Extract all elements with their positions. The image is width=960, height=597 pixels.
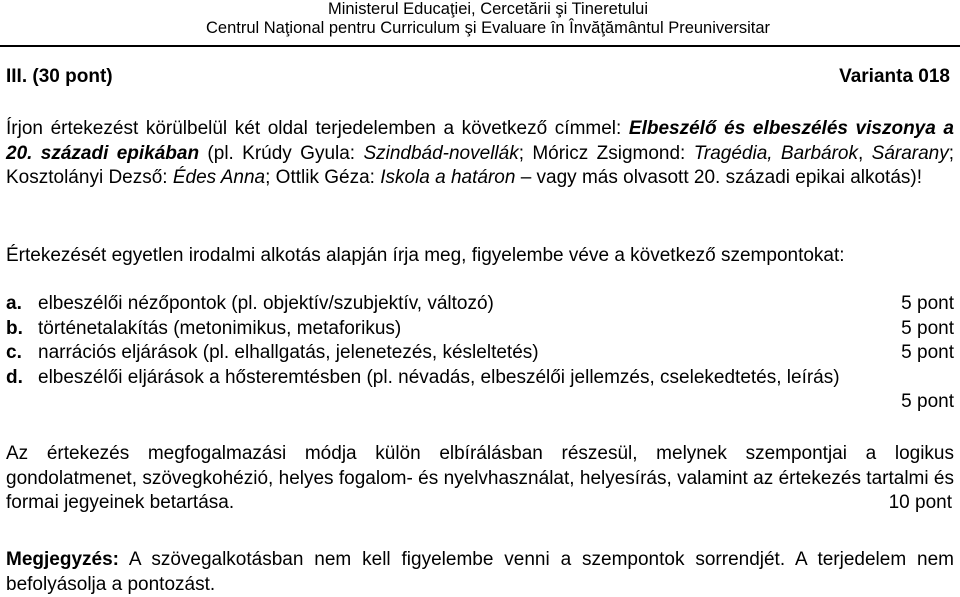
scoring-paragraph: Az értekezés megfogalmazási módja külön elbírálásban részesül, melynek szempontjai a logikus gondolatmenet, szövegkohézió, helyes fogalom- és nyelvhasználat, helyesírás, valamint az értekezés tartalmi és formai jegyeinek betartása. (6, 443, 954, 513)
essay-title: Elbeszélő és elbeszélés viszonya a 20. századi epikában (6, 118, 954, 164)
instructions: Értekezését egyetlen irodalmi alkotás alapján írja meg, figyelembe véve a következő szempontokat: (6, 245, 845, 266)
criterion-d: d. elbeszélői eljárások a hősteremtésben (pl. névadás, elbeszélői jellemzés, cselekedtetés, leírás) 5 pont (6, 366, 954, 412)
note-label: Megjegyzés: (6, 549, 119, 570)
header-divider (0, 45, 960, 47)
ministry-name: Ministerul Educaţiei, Cercetării şi Tineretului (327, 0, 649, 18)
criteria-list (6, 292, 954, 412)
center-name: Centrul Naţional pentru Curriculum şi Evaluare în Învăţământul Preuniversitar (205, 19, 770, 37)
task-prompt: Írjon értekezést körülbelül két oldal terjedelemben a következő címmel: Elbeszélő és elbeszélés viszonya a 20. századi epikában (pl. Krúdy Gyula: Szindbád-novellák; Móricz Zsigmond: Tragédia, Barbárok, Sárarany; Kosztolányi Dezső: Édes Anna; Ottlik Géza: Iskola a határon – vagy más olvasott 20. századi epikai alkotás)! (6, 118, 955, 188)
criterion-a: a. elbeszélői nézőpontok (pl. objektív/szubjektív, változó) 5 pont (6, 293, 954, 314)
scoring-points: 10 pont (888, 492, 952, 513)
page-header (188, 0, 788, 38)
section-title: III. (30 pont) (6, 66, 113, 87)
variant-label: Varianta 018 (839, 66, 950, 87)
note-paragraph: Megjegyzés: A szövegalkotásban nem kell figyelembe venni a szempontok sorrendjét. A terjedelem nem befolyásolja a pontozást. (6, 549, 954, 595)
criterion-b: b. történetalakítás (metonimikus, metaforikus) 5 pont (6, 317, 954, 339)
criterion-c: c. narrációs eljárások (pl. elhallgatás, jelenetezés, késleltetés) 5 pont (6, 342, 954, 363)
